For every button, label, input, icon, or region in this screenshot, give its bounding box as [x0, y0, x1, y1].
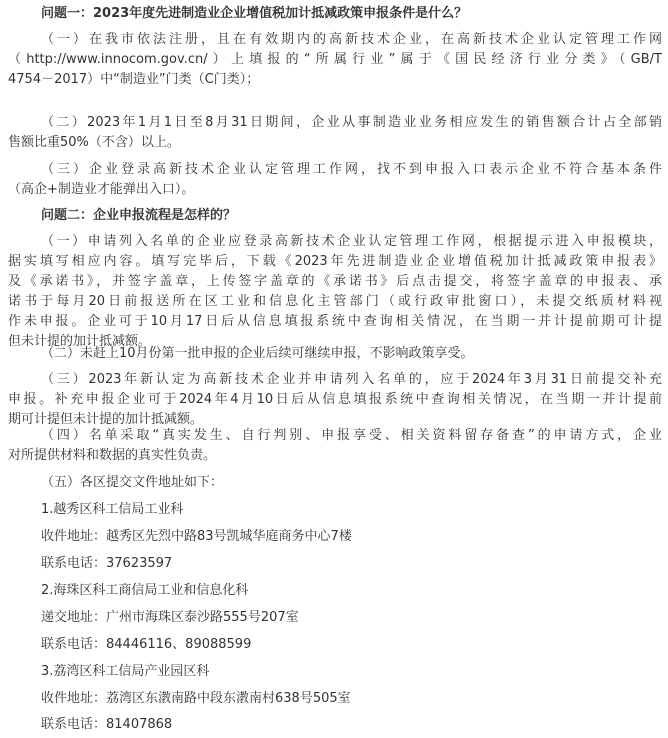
question-1-title: 问题一：2023年度先进制造业企业增值税加计抵减政策申报条件是什么？	[41, 6, 468, 21]
q2-item1-line6: 但未计提的加计抵减额。	[8, 334, 152, 349]
district-3-address: 收件地址：荔湾区东漖南路中段东漖南村638号505室	[41, 691, 351, 706]
q2-item1-line5: 作未申报。企业可于10月17日后从信息填报系统中查询相关情况，在当期一并计提前期可计提	[8, 314, 662, 329]
q2-item1-line3: 及《承诺书》，并签字盖章，上传签字盖章的《承诺书》后点击提交，将签字盖章的申报表、承	[8, 274, 662, 289]
q1-item1-line2: （http://www.innocom.gov.cn/）上填报的“所属行业”属于《国民经济行业分类》（GB/T	[8, 52, 662, 67]
district-2-phone: 联系电话：84446116、89088599	[41, 637, 252, 652]
q2-item3-line2: 申报。补充申报企业可于2024年4月10日后从信息填报系统中查询相关情况，在当期一并计提前	[8, 392, 662, 407]
district-1-phone: 联系电话：37623597	[41, 556, 173, 571]
q2-item5: （五）各区提交文件地址如下：	[41, 475, 224, 490]
q2-item4-line2: 对所提供材料和数据的真实性负责。	[8, 448, 217, 463]
q1-item2-line2: 售额比重50%（不含）以上。	[8, 135, 180, 150]
q2-item3-line3: 期可计提但未计提的加计抵减额。	[8, 412, 204, 427]
district-3-name: 3.荔湾区科工信局产业园区科	[41, 664, 210, 679]
district-1-address: 收件地址：越秀区先烈中路83号凯城华庭商务中心7楼	[41, 529, 352, 544]
district-2-name: 2.海珠区科工商信局工业和信息化科	[41, 583, 249, 598]
district-1-name: 1.越秀区科工信局工业科	[41, 502, 184, 517]
q1-item2-line1: （二）2023年1月1日至8月31日期间，企业从事制造业业务相应发生的销售额合计占全部销	[41, 115, 662, 130]
q2-item2-line1: （二）未赶上10月份第一批申报的企业后续可继续申报，不影响政策享受。	[41, 346, 474, 361]
district-3-phone: 联系电话：81407868	[41, 717, 173, 732]
q1-item1-line1: （一）在我市依法注册，且在有效期内的高新技术企业，在高新技术企业认定管理工作网	[41, 32, 662, 47]
q2-item1-line4: 诺书于每月20日前报送所在区工业和信息化主管部门（或行政审批窗口），未提交纸质材料视	[8, 294, 662, 309]
question-2-title: 问题二：企业申报流程是怎样的？	[41, 208, 237, 223]
q2-item3-line1: （三）2023年新认定为高新技术企业并申请列入名单的，应于2024年3月31日前提交补充	[41, 372, 662, 387]
q1-item3-line1: （三）企业登录高新技术企业认定管理工作网，找不到申报入口表示企业不符合基本条件	[41, 162, 662, 177]
q2-item1-line1: （一）申请列入名单的企业应登录高新技术企业认定管理工作网，根据提示进入申报模块，	[41, 234, 662, 249]
q1-item3-line2: （高企+制造业才能弹出入口）。	[8, 182, 195, 197]
q1-item1-line3: 4754－2017）中“制造业”门类（C门类）；	[8, 72, 260, 87]
q2-item1-line2: 据实填写相应内容。填写完毕后，下载《2023年先进制造业企业增值税加计抵减政策申报表》	[8, 254, 662, 269]
district-2-address: 递交地址：广州市海珠区泰沙路555号207室	[41, 610, 299, 625]
q2-item4-line1: （四）名单采取“真实发生、自行判别、申报享受、相关资料留存备查”的申请方式，企业	[41, 428, 662, 443]
